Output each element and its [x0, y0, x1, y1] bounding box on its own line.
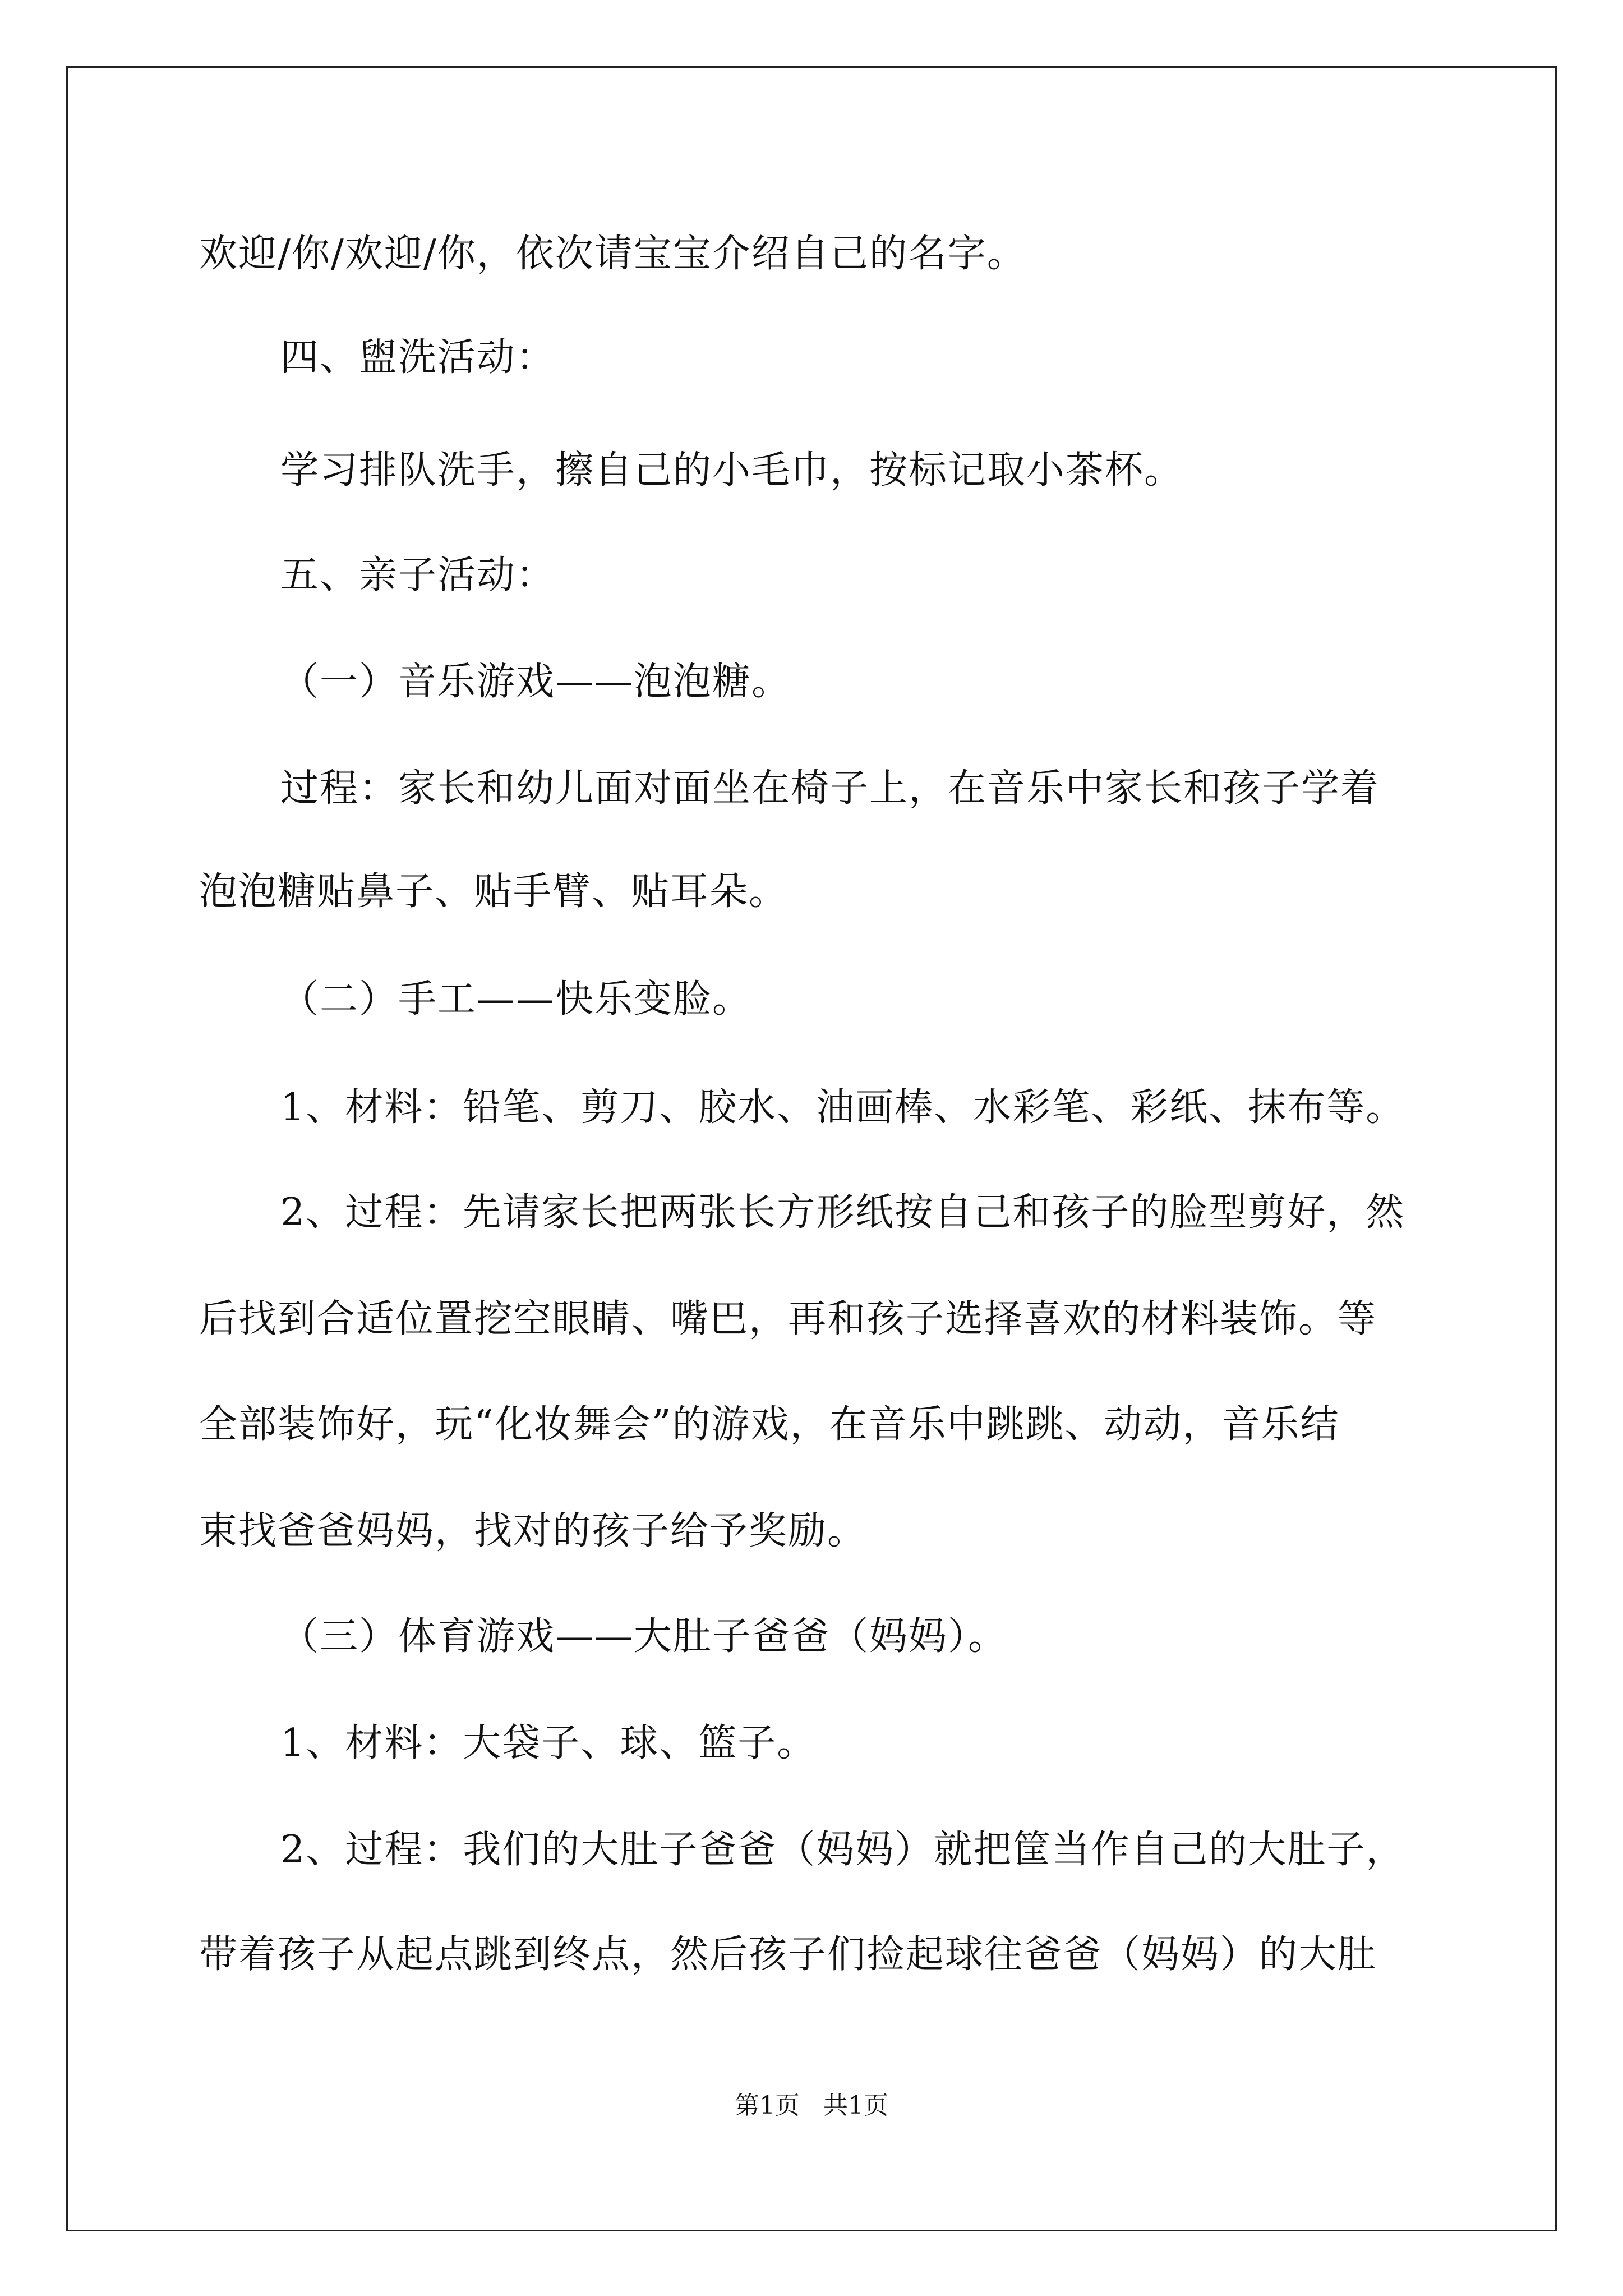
subsection-heading-2: （二）手工——快乐变脸。: [280, 977, 752, 1022]
text-line-17: 带着孩子从起点跳到终点，然后孩子们捡起球往爸爸（妈妈）的大肚: [199, 1932, 1377, 1977]
page-border: [66, 66, 1557, 2231]
subsection-heading-3: （三）体育游戏——大肚子爸爸（妈妈）。: [280, 1614, 1008, 1659]
text-line-9: 1、材料：铅笔、剪刀、胶水、油画棒、水彩笔、彩纸、抹布等。: [280, 1085, 1405, 1130]
text-line-6: 过程：家长和幼儿面对面坐在椅子上，在音乐中家长和孩子学着: [280, 766, 1380, 811]
text-line-13: 束找爸爸妈妈，找对的孩子给予奖励。: [199, 1509, 867, 1553]
text-line-12: 全部装饰好，玩“化妆舞会”的游戏，在音乐中跳跳、动动，音乐结: [199, 1402, 1340, 1447]
section-heading-4: 四、盥洗活动：: [280, 335, 556, 380]
text-line-3: 学习排队洗手，擦自己的小毛巾，按标记取小茶杯。: [280, 448, 1184, 493]
page-footer: 第1页 共1页: [735, 2091, 888, 2120]
text-line-16: 2、过程：我们的大肚子爸爸（妈妈）就把筐当作自己的大肚子，: [280, 1828, 1405, 1872]
text-line-1: 欢迎/你/欢迎/你，依次请宝宝介绍自己的名字。: [199, 232, 1026, 276]
section-heading-5: 五、亲子活动：: [280, 553, 556, 597]
subsection-heading-1: （一）音乐游戏——泡泡糖。: [280, 660, 791, 704]
text-line-15: 1、材料：大袋子、球、篮子。: [280, 1721, 817, 1765]
text-line-11: 后找到合适位置挖空眼睛、嘴巴，再和孩子选择喜欢的材料装饰。等: [199, 1297, 1377, 1341]
text-line-7: 泡泡糖贴鼻子、贴手臂、贴耳朵。: [199, 869, 789, 914]
text-line-10: 2、过程：先请家长把两张长方形纸按自己和孩子的脸型剪好，然: [280, 1190, 1405, 1235]
